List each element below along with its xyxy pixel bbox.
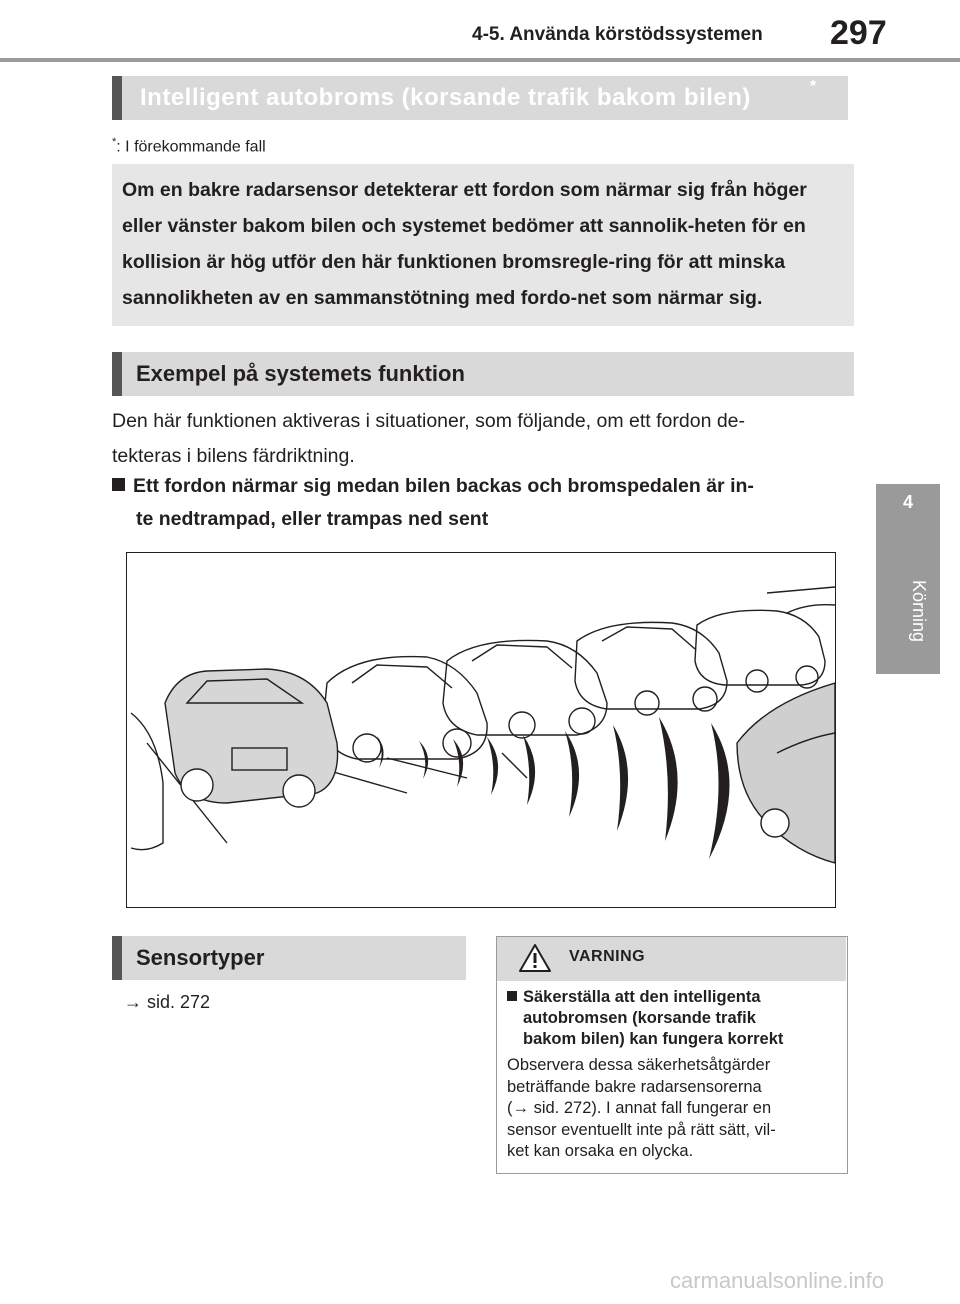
warning-body-line: (→ sid. 272). I annat fall fungerar en bbox=[507, 1099, 772, 1117]
page-number: 297 bbox=[830, 14, 887, 52]
warning-body-line: beträffande bakre radarsensorerna bbox=[507, 1077, 762, 1096]
warning-title: VARNING bbox=[569, 948, 646, 965]
header-rule bbox=[0, 58, 960, 62]
body-line: Den här funktionen aktiveras i situationer, som följande, om ett fordon de- bbox=[112, 410, 746, 432]
summary-text: Om en bakre radarsensor detekterar ett fordon som närmar sig från höger eller vänster bakom bilen och systemet bedömer att sannolik-heten för en kollision är hög utför den här funktionen bromsregle-ring för att minska sannolikheten av en sammanstötning med fordo-net som närmar sig. bbox=[122, 179, 807, 309]
sensor-types-title: Sensortyper bbox=[136, 945, 265, 970]
parking-illustration bbox=[126, 552, 836, 908]
footnote bbox=[112, 136, 266, 156]
body-paragraph bbox=[112, 404, 852, 474]
arrow-icon: → bbox=[124, 992, 142, 1012]
warning-body bbox=[507, 1055, 839, 1163]
warning-triangle-icon bbox=[519, 943, 551, 973]
approaching-car bbox=[737, 683, 835, 863]
warning-subheading-line: autobromsen (korsande trafik bbox=[523, 1009, 756, 1027]
warning-header bbox=[497, 937, 846, 981]
footnote-mark: * bbox=[112, 136, 117, 148]
section-title-bar bbox=[112, 76, 848, 120]
parked-car bbox=[323, 657, 487, 762]
square-bullet-icon bbox=[112, 478, 125, 491]
page-reference bbox=[124, 992, 210, 1013]
radar-waves bbox=[377, 717, 730, 859]
parking-scene-svg bbox=[127, 553, 836, 908]
warning-subheading bbox=[507, 987, 839, 1050]
example-section-title: Exempel på systemets funktion bbox=[136, 361, 465, 386]
square-bullet-icon bbox=[507, 991, 517, 1001]
watermark: carmanualsonline.info bbox=[670, 1268, 885, 1293]
warning-subheading-line: bakom bilen) kan fungera korrekt bbox=[523, 1030, 784, 1048]
running-header-title: 4-5. Använda körstödssystemen bbox=[472, 24, 763, 45]
parked-car bbox=[575, 622, 727, 715]
summary-box bbox=[112, 164, 854, 326]
page-reference-text: sid. 272 bbox=[147, 992, 211, 1012]
example-section-bar bbox=[112, 352, 854, 396]
own-suv bbox=[165, 669, 338, 807]
chapter-number: 4 bbox=[902, 492, 913, 512]
situation-heading-line: Ett fordon närmar sig medan bilen backas och bromspedalen är in- bbox=[133, 475, 754, 497]
chapter-label: Körning bbox=[909, 580, 929, 643]
body-line: tekteras i bilens färdriktning. bbox=[112, 445, 355, 467]
warning-body-line: sensor eventuellt inte på rätt sätt, vil- bbox=[507, 1120, 776, 1139]
warning-box bbox=[496, 936, 848, 1174]
section-title: Intelligent autobroms (korsande trafik bakom bilen) bbox=[140, 84, 751, 111]
footnote-text: : I förekommande fall bbox=[116, 138, 266, 156]
sensor-types-bar bbox=[112, 936, 466, 980]
section-title-asterisk: * bbox=[810, 78, 817, 95]
warning-body-line: ket kan orsaka en olycka. bbox=[507, 1142, 694, 1160]
warning-subheading-line: Säkerställa att den intelligenta bbox=[523, 988, 761, 1006]
situation-heading-line: te nedtrampad, eller trampas ned sent bbox=[136, 508, 489, 530]
warning-body-line: Observera dessa säkerhetsåtgärder bbox=[507, 1056, 771, 1074]
parked-car bbox=[695, 610, 825, 692]
parked-car bbox=[443, 640, 607, 738]
situation-heading bbox=[112, 470, 852, 536]
